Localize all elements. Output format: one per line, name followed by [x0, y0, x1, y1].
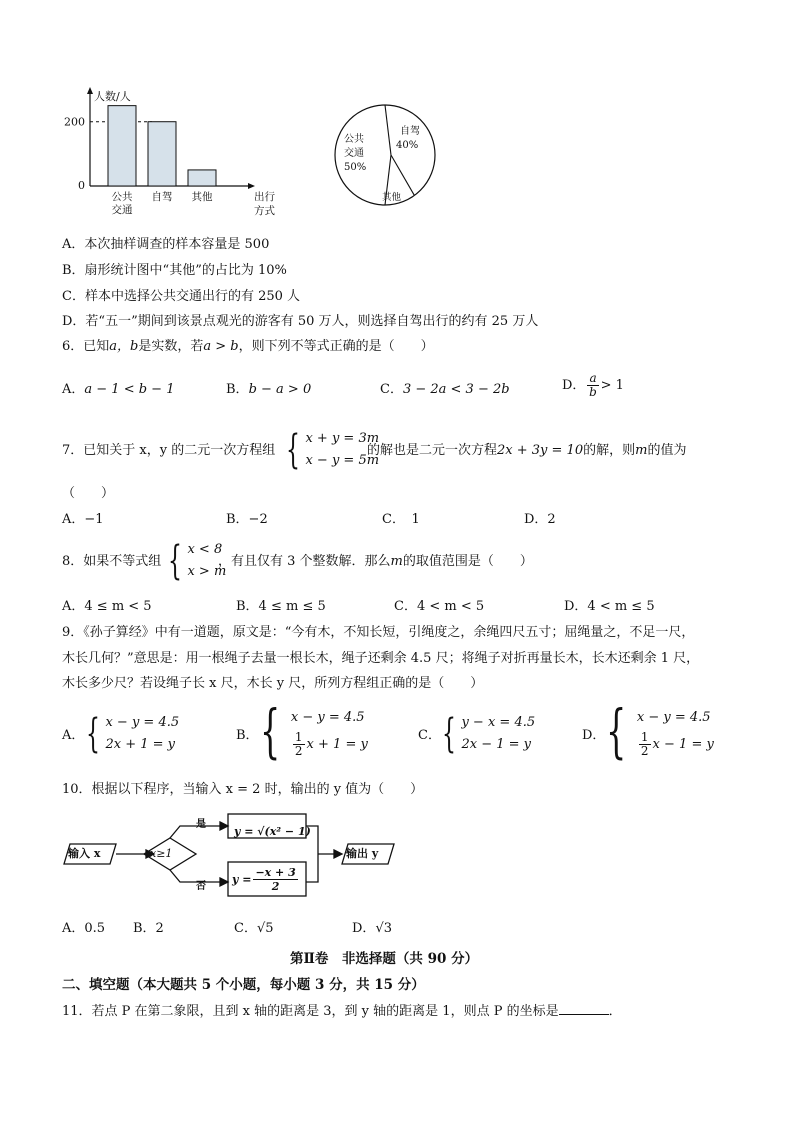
q9-option-c-eq1: y − x = 4.5: [461, 715, 536, 730]
q6-stem-condition: a > b: [203, 339, 239, 354]
pie-chart: [330, 100, 440, 210]
x-axis-label-line1: 出行: [254, 191, 275, 203]
left-brace: {: [168, 538, 182, 584]
half-denominator: 2: [640, 743, 649, 758]
pie-label-zijia-percent: 40%: [396, 140, 419, 151]
q9-option-b-eq1: x − y = 4.5: [290, 709, 365, 725]
y-tick-0: 0: [78, 179, 85, 192]
x-axis-label-line2: 方式: [254, 205, 275, 217]
q7-stem-var: m: [635, 443, 648, 458]
q6-option-c-expr: 3 − 2a < 3 − 2b: [402, 382, 510, 397]
pie-label-qita: 其他: [382, 192, 402, 203]
q10-option-a: A．0.5: [62, 921, 106, 936]
q11-text-a: 11．若点 P 在第二象限，且到 x 轴的距离是 3，到 y 轴的距离是 1，则点 P 的坐标是: [62, 1004, 559, 1019]
pie-chart-plot: [335, 105, 435, 205]
q7-option-b: B．−2: [226, 512, 268, 527]
q9-option-d-eq2: x − 1 = y: [652, 736, 714, 752]
q7-equation-1: x + y = 3m: [305, 431, 380, 446]
q7-equation-3: 2x + 3y = 10: [497, 443, 584, 458]
q6-option-a: [62, 381, 174, 399]
q8-stem-a: 8．如果不等式组: [62, 554, 162, 569]
q6-option-d-label: D．: [562, 377, 586, 393]
q9-line-3: 木长多少尺？若设绳子长 x 尺，木长 y 尺，所列方程组正确的是（ ）: [62, 676, 484, 691]
arrow-head-no: [220, 878, 228, 886]
q6-option-d-numerator: a: [589, 371, 597, 385]
q9-option-d-half: [639, 731, 651, 758]
q5-option-c: C．样本中选择公共交通出行的有 250 人: [62, 289, 301, 304]
q7-stem-a: 7．已知关于 x，y 的二元一次方程组: [62, 443, 276, 458]
x-axis-arrow: [248, 183, 255, 189]
y-tick-200: 200: [64, 115, 85, 129]
q6-option-c: [380, 381, 510, 399]
arrow-head-output: [334, 850, 342, 858]
x-tick-label-2-1: 自驾: [151, 191, 173, 203]
q8-stem-text-b: ，有且仅有 3 个整数解．那么: [218, 554, 391, 569]
q7-stem-text-b: 的解也是二元一次方程: [367, 443, 498, 458]
y-axis-arrow: [87, 87, 93, 94]
q9-option-c-system: [442, 712, 535, 756]
q9-option-d-eq1: x − y = 4.5: [636, 709, 711, 725]
pie-label-gonggong-percent: 50%: [344, 162, 367, 173]
left-brace: {: [86, 711, 100, 757]
q6-stem-text-a: 6．已知: [62, 339, 110, 354]
left-brace: {: [606, 697, 627, 765]
y-axis-label: 人数/人: [94, 90, 131, 103]
pie-label-gonggong-1: 公共: [344, 134, 364, 145]
q11-answer-blank: [559, 1002, 609, 1015]
bar-chart: [60, 88, 275, 228]
q8-option-b: B．4 ≤ m ≤ 5: [236, 599, 326, 614]
q9-option-b-eq2: x + 1 = y: [306, 736, 368, 752]
q5-option-a: A．本次抽样调查的样本容量是 500: [62, 237, 270, 252]
half-numerator: 1: [640, 729, 649, 744]
q10-stem: 10．根据以下程序，当输入 x = 2 时，输出的 y 值为（ ）: [62, 782, 424, 797]
left-brace: {: [442, 711, 456, 757]
q10-option-b: B．2: [133, 921, 164, 936]
q7-stem-text-c: 的解，则: [583, 443, 636, 458]
q8-inequality-1: x < 8: [187, 542, 223, 557]
q8-stem-var: m: [390, 554, 403, 569]
q9-line-2: 木长几何？”意思是：用一根绳子去量一根长木，绳子还剩余 4.5 尺；将绳子对折再量长木，长木还剩余 1 尺，: [62, 651, 700, 666]
q6-option-d-rest: > 1: [600, 377, 624, 393]
q9-option-c-eq2: 2x − 1 = y: [461, 737, 531, 752]
flow-yes-label: 是: [196, 819, 206, 830]
q6-stem-vars: a，b: [109, 339, 139, 354]
flow-no-label: 否: [196, 881, 206, 892]
q7-stem-text-d: 的值为: [647, 443, 687, 458]
q9-option-a-label: A．: [62, 728, 85, 743]
q8-stem-b: [218, 553, 533, 571]
q11-stem: [62, 1002, 622, 1021]
q8-inequality-2: x > m: [187, 564, 227, 579]
x-tick-label-3-1: 其他: [191, 191, 213, 203]
q8-option-d: D．4 < m ≤ 5: [564, 599, 655, 614]
q9-option-b-eq2-wrap: [291, 731, 368, 758]
bar-chart-plot: [64, 87, 275, 217]
q10-option-c: [234, 920, 274, 938]
x-tick-label-1-2: 交通: [111, 204, 133, 216]
q7-equation-2: x − y = 5m: [305, 453, 380, 468]
q11-text-b: ．: [608, 1004, 622, 1019]
half-numerator: 1: [294, 729, 303, 744]
pie-label-zijia: 自驾: [400, 126, 420, 137]
q9-option-b-half: [293, 731, 305, 758]
flow-no-numerator: −x + 3: [255, 866, 296, 879]
q6-stem-text-c: ，则下列不等式正确的是（ ）: [238, 339, 434, 354]
q9-option-b-system: [260, 697, 368, 765]
q6-option-d-fraction: [587, 372, 598, 399]
q10-option-d-value: √3: [375, 921, 392, 936]
q6-option-c-label: C．: [380, 382, 403, 397]
q7-option-d: D．2: [524, 512, 556, 527]
q10-option-c-value: √5: [256, 921, 274, 936]
q6-option-b-expr: b − a > 0: [248, 382, 312, 397]
q5-option-b: B．扇形统计图中“其他”的占比为 10%: [62, 263, 287, 278]
left-brace: {: [286, 427, 300, 473]
flow-yes-formula: y = √(x² − 1): [234, 825, 311, 838]
half-denominator: 2: [294, 743, 303, 758]
q9-option-a-system: [86, 712, 179, 756]
q5-option-d: D．若“五一”期间到该景点观光的游客有 50 万人，则选择自驾出行的约有 25 万人: [62, 314, 539, 329]
flow-no-fraction: [253, 866, 297, 893]
q9-option-a-eq2: 2x + 1 = y: [105, 737, 175, 752]
q10-option-d-label: D．: [352, 921, 376, 936]
q9-option-a-eq1: x − y = 4.5: [105, 715, 180, 730]
q7-option-c: C． 1: [382, 512, 420, 527]
flow-output-label: 输出 y: [346, 847, 379, 860]
q6-stem-text-b: 是实数，若: [138, 339, 204, 354]
q6-option-b-label: B．: [226, 382, 249, 397]
section-fill-in-heading: 二、填空题（本大题共 5 个小题，每小题 3 分，共 15 分）: [62, 977, 425, 993]
q9-option-b-label: B．: [236, 728, 259, 743]
bar-1: [108, 106, 136, 186]
q6-option-a-expr: a − 1 < b − 1: [84, 382, 175, 397]
q6-option-b: [226, 381, 311, 399]
q6-option-d: [562, 372, 624, 399]
q8-option-a: A．4 ≤ m < 5: [62, 599, 152, 614]
x-tick-label-1-1: 公共: [111, 191, 133, 203]
q6-option-a-label: A．: [62, 382, 85, 397]
flow-no-formula-lhs: y =: [232, 872, 252, 886]
q8-option-c: C．4 < m < 5: [394, 599, 485, 614]
q9-option-d-label: D．: [582, 728, 606, 743]
q8-stem-text-c: 的取值范围是（ ）: [402, 554, 533, 569]
q10-option-d: [352, 920, 392, 938]
flow-no-formula: [232, 866, 300, 893]
q6-option-d-denominator: b: [589, 385, 597, 399]
q9-option-d-system: [606, 697, 714, 765]
flow-no-denominator: 2: [271, 880, 280, 893]
q6-stem: [62, 338, 434, 356]
q9-option-d-eq2-wrap: [637, 731, 714, 758]
q7-stem-b: [367, 442, 686, 460]
q10-option-c-label: C．: [234, 921, 257, 936]
flow-input-label: 输入 x: [68, 847, 101, 860]
arrow-head-yes: [220, 822, 228, 830]
q7-option-a: A．−1: [62, 512, 104, 527]
flow-condition-label: x≥1: [150, 847, 173, 860]
part2-title: 第Ⅱ卷 非选择题（共 90 分）: [290, 951, 479, 967]
q7-equation-system: [286, 428, 379, 472]
pie-label-gonggong-2: 交通: [344, 148, 364, 159]
q7-answer-paren: （ ）: [62, 486, 115, 501]
q9-line-1: 9．《孙子算经》中有一道题，原文是：“今有木，不知长短，引绳度之，余绳四尺五寸；屈绳量之，不足一尺，: [62, 625, 695, 640]
bar-3: [188, 170, 216, 186]
left-brace: {: [260, 697, 281, 765]
bar-2: [148, 122, 176, 186]
q9-option-c-label: C．: [418, 728, 441, 743]
